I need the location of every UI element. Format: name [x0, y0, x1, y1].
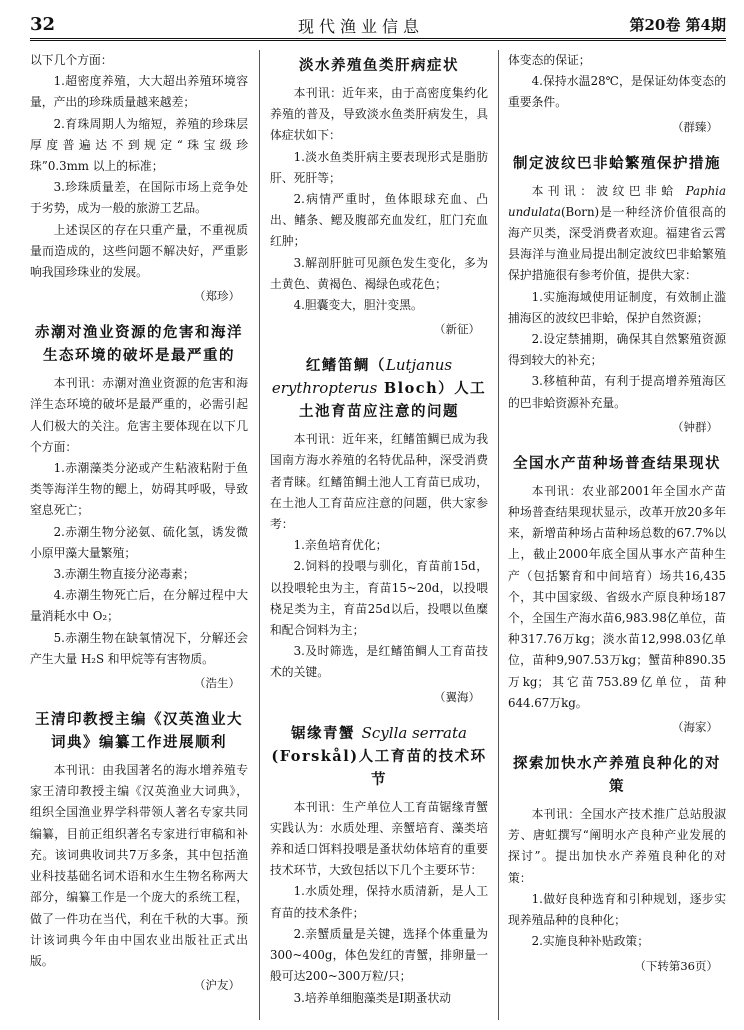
- article-title: 探索加快水产养殖良种化的对策: [513, 755, 721, 796]
- paragraph: 3.培养单细胞藻类是Ⅰ期蚤状动: [293, 990, 452, 1005]
- paragraph: 上述误区的存在只重产量，不重视质量而造成的，这些问题不解决好，严重影响我国珍珠业的发展。: [30, 222, 248, 280]
- title-part: 锯缘青蟹: [291, 724, 356, 742]
- paragraph: 本刊讯：农业部2001年全国水产苗种场普查结果现状显示，改革开放20多年来，新增苗种场占苗种场总数的67.7%以上，截止2000年底全国从事水产苗种生产（包括繁育和中间培育）场共16,435个，其中国家级、省级水产原良种场187个，全国生产海水苗6,983.98亿单位，苗种317.76万kg；淡水苗12,998.03亿单位，苗种9,907.53万kg；蟹苗种890.35万kg；其它苗753.89亿单位，苗种644.67万kg。: [508, 483, 726, 710]
- article-pearl-continued: [30, 50, 248, 307]
- paragraph: 本刊讯：近年来，红鳍笛鲷已成为我国南方海水养殖的名特优品种，深受消费者青睐。红鳍笛鲷土池人工育苗已成功，在土池人工育苗应注意的问题，供大家参考：: [270, 432, 488, 532]
- paragraph: 2.设定禁捕期，确保其自然繁殖资源得到较大的补充；: [508, 332, 726, 368]
- species-name: Lutjanus erythropterus: [271, 356, 453, 398]
- article-author: （沪友）: [194, 978, 240, 993]
- paragraph: 5.赤潮生物在缺氧情况下，分解还会产生大量 H₂S 和甲烷等有害物质。: [30, 630, 248, 666]
- paragraph: 3.赤潮生物直接分泌毒素；: [53, 567, 195, 582]
- article-author: （翼海）: [434, 689, 480, 704]
- article-title: [270, 354, 488, 423]
- species-name: Paphia undulata: [508, 183, 726, 219]
- paragraph: 1.水质处理，保持水质清新，是人工育苗的技术条件；: [270, 884, 488, 920]
- article-title: 全国水产苗种场普查结果现状: [513, 454, 721, 472]
- paragraph: 2.饲料的投喂与驯化，育苗前15d，以投喂轮虫为主，育苗15~20d，以投喂桡足类为主，育苗25d以后，投喂以鱼糜和配合饲料为主；: [270, 559, 488, 638]
- article-title: 王清印教授主编《汉英渔业大词典》编纂工作进展顺利: [35, 711, 243, 752]
- article-title: 淡水养殖鱼类肝病症状: [299, 57, 459, 74]
- article-author: （郑珍）: [194, 289, 240, 304]
- column-right: [508, 50, 726, 1024]
- paragraph: 1.亲鱼培育优化；: [293, 538, 388, 553]
- article-author: （新征）: [434, 322, 480, 337]
- paragraph: 2.育珠周期人为缩短，养殖的珍珠层厚度普遍达不到规定“珠宝级珍珠”0.3mm 以上的标准；: [30, 116, 248, 174]
- journal-title: 现代渔业信息: [298, 17, 425, 36]
- column-left: [30, 50, 248, 1024]
- paragraph: 本刊讯：赤潮对渔业资源的危害和海洋生态环境的破坏是最严重的，必需引起人们极大的关注。危害主要体现在以下几个方面：: [30, 376, 248, 454]
- paragraph: 1.淡水鱼类肝病主要表现形式是脂肪肝、死肝等；: [270, 149, 488, 185]
- paragraph: 2.实施良种补贴政策；: [531, 934, 650, 949]
- title-part: (Forskål)人工育苗的技术环节: [271, 747, 487, 788]
- article-title: 制定波纹巴非蛤繁殖保护措施: [513, 154, 721, 172]
- paragraph: 1.赤潮藻类分泌或产生粘液粘附于鱼类等海洋生物的鳃上，妨碍其呼吸，导致窒息死亡；: [30, 461, 248, 518]
- paragraph: 本刊讯：全国水产技术推广总站殷淑芳、唐虹撰写“阐明水产良种产业发展的探讨”。提出加快水产养殖良种化的对策：: [508, 807, 726, 885]
- article-dictionary: [30, 708, 248, 996]
- article-mud-crab-continued: [508, 50, 726, 138]
- paragraph: 4.赤潮生物死亡后，在分解过程中大量消耗水中 O₂；: [30, 588, 248, 624]
- article-author: （海家）: [672, 720, 718, 735]
- issue-label: 第20卷 第4期: [629, 16, 726, 34]
- paragraph: 2.病情严重时，鱼体眼球充血、凸出、鳍条、鳃及腹部充血发红，肛门充血红肿；: [270, 192, 488, 249]
- paragraph: 3.及时筛选，是红鳍笛鲷人工育苗技术的关键。: [270, 644, 488, 680]
- paragraph: 1.超密度养殖，大大超出养殖环境容量，产出的珍珠质量越来越差；: [30, 74, 248, 110]
- text-run: 本刊讯：波纹巴非蛤: [531, 183, 686, 198]
- paragraph: 本刊讯：由我国著名的海水增养殖专家王清印教授主编《汉英渔业大词典》，组织全国渔业界学科带领人著名专家共同编纂，目前正组织著名专家进行审稿和补充。该词典收词共7万多条，其中包括渔业科技基础名词术语和水生生物名称两大部分，编纂工作是一个庞大的系统工程，做了一件功在当代，利在千秋的大事。预计该词典今年由中国农业出版社正式出版。: [30, 763, 248, 968]
- paragraph: 4.胆囊变大，胆汁变黑。: [293, 298, 423, 313]
- article-seed-census: [508, 452, 726, 738]
- column-divider: [498, 50, 499, 1020]
- title-part: Bloch）人工土池育苗应注意的问题: [299, 380, 487, 421]
- article-red-tide: [30, 321, 248, 694]
- article-mud-crab: [270, 722, 488, 1009]
- paragraph: [508, 181, 726, 287]
- article-improved-breeds: [508, 752, 726, 976]
- paragraph: 本刊讯：近年来，由于高密度集约化养殖的普及，导致淡水鱼类肝病发生，具体症状如下：: [270, 86, 488, 143]
- paragraph: 1.实施海域使用证制度，有效制止滥捕海区的波纹巴非蛤，保护自然资源；: [508, 289, 726, 325]
- page-header: [30, 8, 726, 41]
- paragraph: 本刊讯：生产单位人工育苗锯缘青蟹实践认为：水质处理、亲蟹培育、藻类培养和适口饵料投喂是蚤状幼体培育的重要技术环节，大致包括以下几个主要环节：: [270, 799, 488, 878]
- paragraph: 4.保持水温28℃，是保证幼体变态的重要条件。: [508, 74, 726, 110]
- article-snapper: [270, 354, 488, 707]
- text-run: (Born)是一种经济价值很高的海产贝类，深受消费者欢迎。福建省云霄县海洋与渔业局提出制定波纹巴非蛤繁殖保护措施很有参考价值，提供大家：: [508, 204, 726, 283]
- article-title: 赤潮对渔业资源的危害和海洋生态环境的破坏是最严重的: [35, 324, 243, 365]
- paragraph: 3.解剖肝脏可见颜色发生变化，多为土黄色、黄褐色、褐绿色或花色；: [270, 255, 488, 291]
- column-divider: [259, 50, 260, 1020]
- column-middle: [270, 50, 488, 1024]
- paragraph: 体变态的保证；: [508, 53, 591, 67]
- article-liver-disease: [270, 54, 488, 340]
- paragraph: 2.赤潮生物分泌氨、硫化氢，诱发微小原甲藻大量繁殖；: [30, 524, 248, 560]
- paragraph: 1.做好良种选育和引种规划，逐步实现养殖品种的良种化；: [508, 891, 726, 928]
- article-author: （浩生）: [194, 676, 240, 691]
- paragraph: 3.移植种苗，有利于提高增养殖海区的巴非蛤资源补充量。: [508, 374, 726, 410]
- article-author: （群臻）: [672, 119, 718, 134]
- page-number: 32: [30, 14, 56, 35]
- article-title: [270, 722, 488, 791]
- title-part: 红鳍笛鲷（: [305, 357, 386, 375]
- paragraph: 2.亲蟹质量是关键，选择个体重量为300~400g，体色发红的青蟹，排卵量一般可达200~300万粒/只；: [270, 926, 488, 984]
- paragraph: 以下几个方面：: [30, 53, 113, 67]
- continued-note: （下转第36页）: [634, 958, 718, 973]
- paragraph: 3.珍珠质量差，在国际市场上竞争处于劣势，成为一般的旅游工艺品。: [30, 180, 248, 216]
- article-paphia: [508, 152, 726, 438]
- article-author: （钟群）: [672, 419, 718, 434]
- species-name: Scylla serrata: [361, 723, 467, 742]
